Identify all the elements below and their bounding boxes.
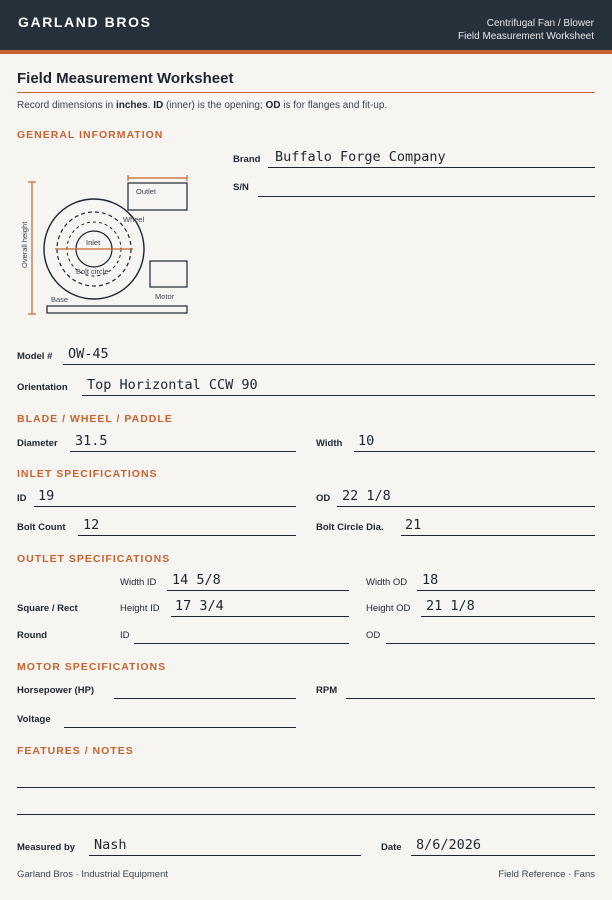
header-subtitle [458,17,594,43]
model-field-line [63,364,595,365]
bolt-count-field-line [78,535,296,536]
overall-height-label: Overall height [20,221,29,268]
bolt-circle-dia-value[interactable]: 21 [405,517,422,533]
inlet-id-label: ID [17,493,27,504]
inlet-id-value[interactable]: 19 [38,488,55,504]
height-od-field-line [421,616,595,617]
diameter-value[interactable]: 31.5 [75,433,108,449]
bolt-count-label: Bolt Count [17,522,66,533]
rpm-label: RPM [316,685,338,696]
round-label: Round [17,630,48,641]
voltage-label: Voltage [17,714,51,725]
intro-bold-inches: inches [115,100,148,111]
inlet-label: Inlet [86,238,101,247]
rpm-field-line [346,698,595,699]
base-label: Base [51,295,69,304]
width-od-value[interactable]: 18 [422,572,439,588]
brand-field-line [268,167,595,168]
header-subtitle-line1: Centrifugal Fan / Blower [486,18,594,29]
date-field-line [411,855,595,856]
width-field-line [354,451,595,452]
page-header [0,0,612,54]
width-id-field-line [167,590,349,591]
horsepower-field-line [114,698,296,699]
sn-field-line [258,196,595,197]
brand-logo-text: GARLAND BROS [18,14,152,30]
height-od-label: Height OD [366,603,411,614]
voltage-field-line [64,727,296,728]
brand-value[interactable]: Buffalo Forge Company [275,149,446,165]
orientation-label: Orientation [17,382,68,393]
height-od-value[interactable]: 21 1/8 [426,598,475,614]
fan-diagram [17,168,197,318]
bolt-circle-dia-field-line [401,535,595,536]
model-label: Model # [17,351,53,362]
notes-line-2[interactable] [17,814,595,815]
section-notes-heading: FEATURES / NOTES [17,745,134,757]
header-subtitle-line2: Field Measurement Worksheet [458,31,594,42]
horsepower-label: Horsepower (HP) [17,685,95,696]
inlet-id-field-line [34,506,296,507]
measured-by-value[interactable]: Nash [94,837,127,853]
orientation-field-line [82,395,595,396]
intro-part3: (inner) is the opening; [163,100,266,111]
width-od-field-line [417,590,595,591]
bolt-circle-label: Bolt circle [76,267,109,276]
page-title: Field Measurement Worksheet [17,70,234,87]
intro-bold-od: OD [265,100,281,111]
intro-part2: . [147,100,154,111]
model-value[interactable]: OW-45 [68,346,109,362]
inlet-od-field-line [337,506,595,507]
width-label: Width [316,438,343,449]
sn-label: S/N [233,182,249,193]
section-inlet-heading: INLET SPECIFICATIONS [17,468,158,480]
section-motor-heading: MOTOR SPECIFICATIONS [17,661,167,673]
title-divider [17,92,595,93]
notes-line-1[interactable] [17,787,595,788]
width-od-label: Width OD [366,577,408,588]
intro-text [17,100,387,111]
intro-bold-id: ID [153,100,164,111]
round-od-label: OD [366,630,381,641]
date-label: Date [381,842,402,853]
width-id-value[interactable]: 14 5/8 [172,572,221,588]
round-id-field-line [134,643,349,644]
inlet-od-label: OD [316,493,331,504]
section-blade-heading: BLADE / WHEEL / PADDLE [17,413,173,425]
round-od-field-line [386,643,595,644]
intro-part1: Record dimensions in [17,100,116,111]
motor-label: Motor [155,292,175,301]
height-id-label: Height ID [120,603,160,614]
height-id-field-line [171,616,349,617]
orientation-value[interactable]: Top Horizontal CCW 90 [87,377,258,393]
brand-label: Brand [233,154,261,165]
wheel-label: Wheel [123,215,145,224]
diameter-label: Diameter [17,438,58,449]
footer-left: Garland Bros · Industrial Equipment [17,869,169,880]
measured-by-label: Measured by [17,842,76,853]
outlet-label: Outlet [136,187,157,196]
square-rect-label: Square / Rect [17,603,78,614]
motor-shape [150,261,187,287]
section-general-heading: GENERAL INFORMATION [17,129,164,141]
bolt-circle-dia-label: Bolt Circle Dia. [316,522,384,533]
height-id-value[interactable]: 17 3/4 [175,598,224,614]
width-value[interactable]: 10 [358,433,375,449]
date-value[interactable]: 8/6/2026 [416,837,482,853]
inlet-od-value[interactable]: 22 1/8 [342,488,391,504]
diameter-field-line [70,451,296,452]
round-id-label: ID [120,630,130,641]
measured-by-field-line [89,855,361,856]
base-shape [47,306,187,313]
width-id-label: Width ID [120,577,157,588]
intro-part4: is for flanges and fit-up. [280,100,388,111]
bolt-count-value[interactable]: 12 [83,517,100,533]
footer-right: Field Reference · Fans [498,869,595,880]
section-outlet-heading: OUTLET SPECIFICATIONS [17,553,171,565]
